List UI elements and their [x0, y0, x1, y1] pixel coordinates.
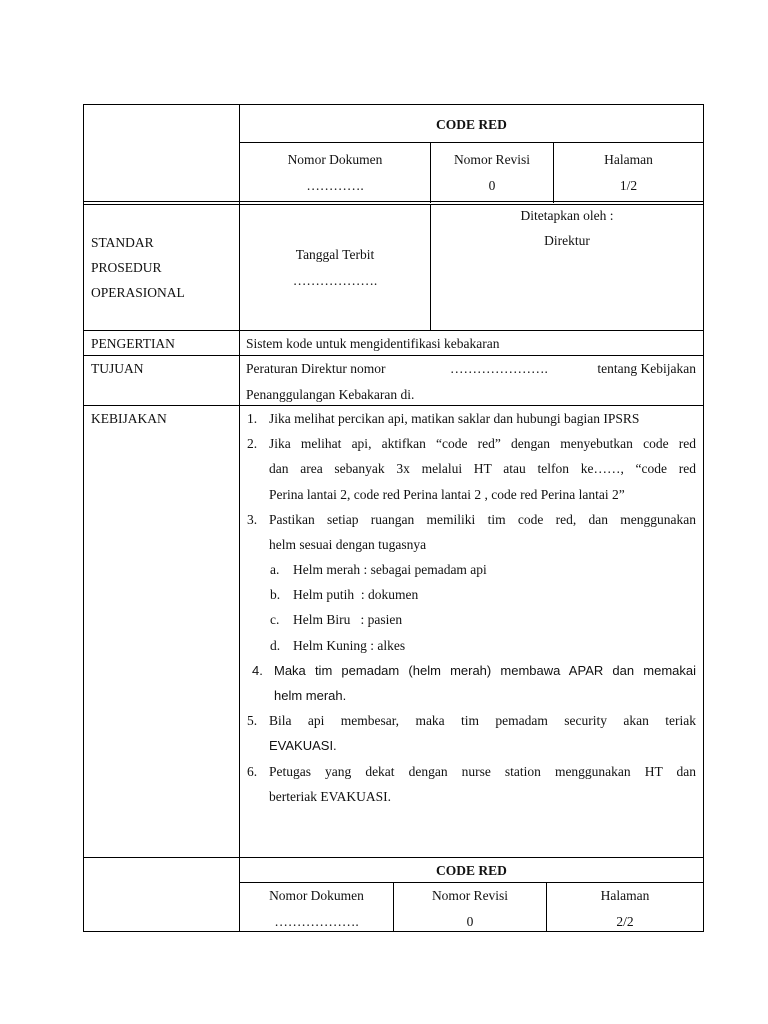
sop-line-2: PROSEDUR: [91, 260, 162, 275]
footer-title: CODE RED: [436, 863, 507, 878]
tanggal-terbit-label: Tanggal Terbit: [295, 247, 375, 262]
list-item-line: Pastikan setiap ruangan memiliki tim code red, dan menggunakan: [269, 512, 696, 527]
header-halaman-value: 1/2: [619, 178, 638, 193]
tujuan-line-1a: Peraturan Direktur nomor: [246, 361, 386, 376]
header-nomor-dokumen-label: Nomor Dokumen: [287, 152, 383, 167]
footer-nomor-revisi-value: 0: [466, 914, 474, 929]
list-item-line: Bila api membesar, maka tim pemadam security akan teriak: [269, 713, 696, 728]
sop-line-3: OPERASIONAL: [91, 285, 185, 300]
header-halaman-label: Halaman: [604, 152, 653, 167]
sub-item-text: Helm Kuning : alkes: [293, 638, 406, 653]
footer-nomor-revisi-label: Nomor Revisi: [431, 888, 509, 903]
header-nomor-revisi-label: Nomor Revisi: [453, 152, 531, 167]
list-item-number: 6.: [247, 764, 258, 779]
sub-item-text: Helm putih : dokumen: [293, 587, 419, 602]
list-item-line: EVAKUASI.: [269, 738, 337, 753]
footer-nomor-dokumen-value: ……………….: [274, 914, 359, 929]
sub-item-text: Helm merah : sebagai pemadam api: [293, 562, 487, 577]
list-item-line: Jika melihat percikan api, matikan saklar dan hubungi bagian IPSRS: [269, 411, 640, 426]
list-item-line: helm sesuai dengan tugasnya: [269, 537, 427, 552]
list-item-number: 1.: [247, 411, 258, 426]
list-item-line: Maka tim pemadam (helm merah) membawa APAR dan memakai: [274, 663, 696, 678]
sub-item-letter: c.: [270, 612, 280, 627]
list-item-line: Jika melihat api, aktifkan “code red” dengan menyebutkan code red: [269, 436, 696, 451]
tujuan-line-2: Penanggulangan Kebakaran di.: [246, 387, 415, 402]
list-item-line: Perina lantai 2, code red Perina lantai 2 , code red Perina lantai 2”: [269, 487, 625, 502]
header-nomor-revisi-value: 0: [488, 178, 496, 193]
footer-halaman-value: 2/2: [616, 914, 634, 929]
kebijakan-label: KEBIJAKAN: [91, 411, 167, 426]
list-item-number: 3.: [247, 512, 258, 527]
pengertian-text: Sistem kode untuk mengidentifikasi kebakaran: [246, 336, 500, 351]
footer-halaman-label: Halaman: [600, 888, 650, 903]
list-item-line: dan area sebanyak 3x melalui HT atau telfon ke……, “code red: [269, 461, 696, 476]
sub-item-letter: a.: [270, 562, 280, 577]
sub-item-text: Helm Biru : pasien: [293, 612, 403, 627]
header-title: CODE RED: [436, 117, 507, 132]
list-item-line: helm merah.: [274, 688, 347, 703]
pengertian-label: PENGERTIAN: [91, 336, 175, 351]
tanggal-terbit-value: ……………….: [292, 273, 378, 288]
ditetapkan-value: Direktur: [544, 233, 590, 248]
list-item-line: berteriak EVAKUASI.: [269, 789, 391, 804]
header-nomor-dokumen-value: ………….: [306, 178, 364, 193]
list-item-number: 5.: [247, 713, 258, 728]
list-item-line: Petugas yang dekat dengan nurse station menggunakan HT dan: [269, 764, 696, 779]
list-item-number: 2.: [247, 436, 258, 451]
sop-line-1: STANDAR: [91, 235, 154, 250]
footer-nomor-dokumen-label: Nomor Dokumen: [269, 888, 364, 903]
list-item-number: 4.: [252, 663, 263, 678]
tujuan-line-1c: tentang Kebijakan: [597, 361, 696, 376]
ditetapkan-label: Ditetapkan oleh :: [520, 208, 614, 223]
tujuan-line-1b: ………………….: [450, 361, 548, 376]
tujuan-label: TUJUAN: [91, 361, 144, 376]
sub-item-letter: b.: [270, 587, 281, 602]
sub-item-letter: d.: [270, 638, 281, 653]
